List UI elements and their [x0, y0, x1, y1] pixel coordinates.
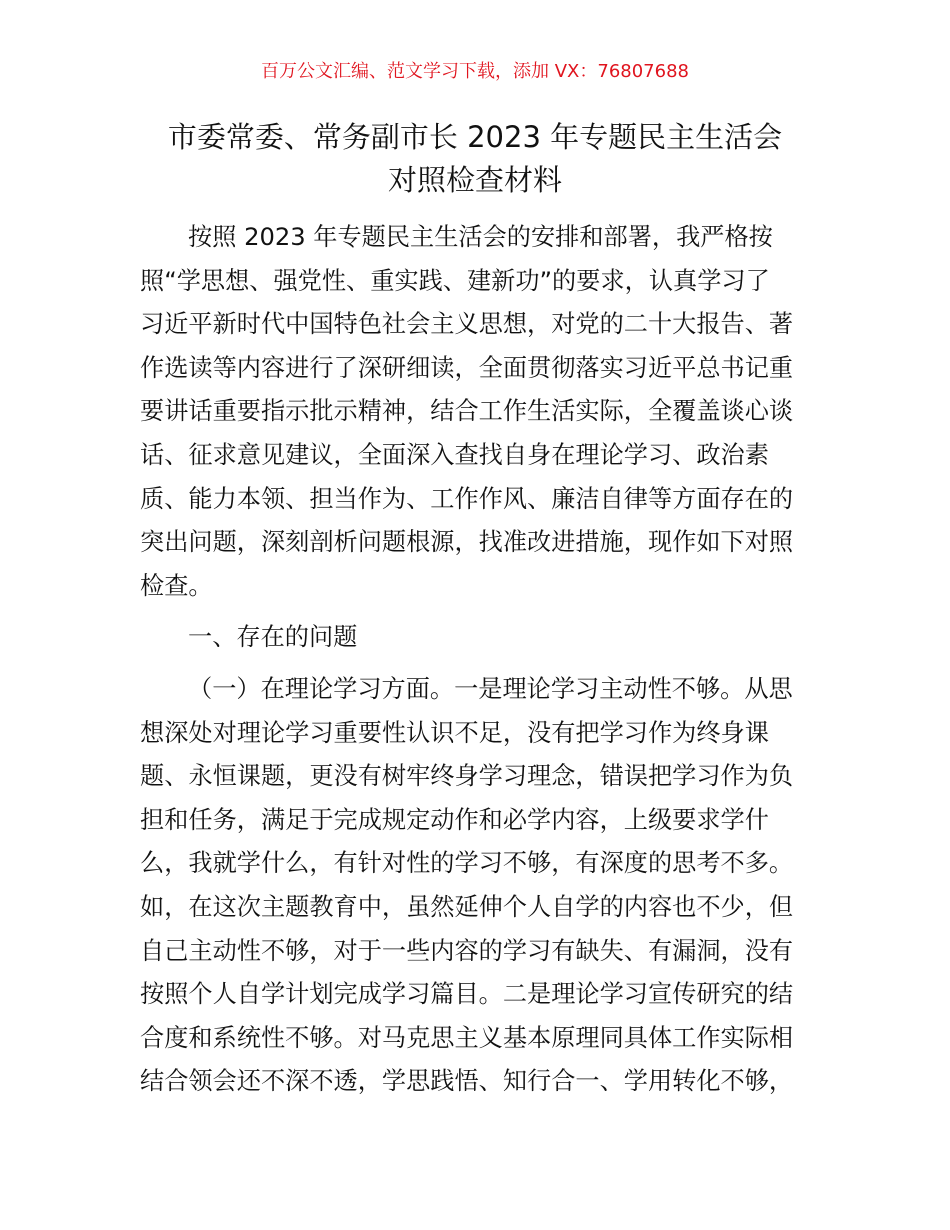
text-line: 要讲话重要指示批示精神，结合工作生活实际，全覆盖谈心谈: [140, 397, 794, 426]
text-line: 么，我就学什么，有针对性的学习不够，有深度的思考不多。: [140, 849, 794, 878]
text-line: 合度和系统性不够。对马克思主义基本原理同具体工作实际相: [140, 1023, 794, 1052]
text-line: 如，在这次主题教育中，虽然延伸个人自学的内容也不少，但: [140, 892, 794, 921]
document-title: [130, 116, 820, 202]
text-line: 照“学思想、强党性、重实践、建新功”的要求，认真学习了: [140, 266, 770, 295]
text-line: 习近平新时代中国特色社会主义思想，对党的二十大报告、著: [140, 310, 794, 339]
text-line: 突出问题，深刻剖析问题根源，找准改进措施，现作如下对照: [140, 528, 794, 557]
title-line-2: 对照检查材料: [387, 163, 562, 197]
text-line: 检查。: [140, 571, 213, 600]
document-body: [140, 216, 812, 1104]
section1-paragraph: [140, 668, 812, 1104]
text-line: 质、能力本领、担当作为、工作作风、廉洁自律等方面存在的: [140, 484, 794, 513]
text-line: 想深处对理论学习重要性认识不足，没有把学习作为终身课: [140, 718, 769, 747]
text-line: 按照 2023 年专题民主生活会的安排和部署，我严格按: [188, 223, 773, 251]
text-line: 担和任务，满足于完成规定动作和必学内容，上级要求学什: [140, 805, 769, 834]
text-line: 作选读等内容进行了深研细读，全面贯彻落实习近平总书记重: [140, 353, 794, 382]
intro-paragraph: [140, 216, 812, 608]
section-heading: 一、存在的问题: [188, 623, 358, 652]
text-line: 话、征求意见建议，全面深入查找自身在理论学习、政治素: [140, 440, 769, 469]
watermark-header-note: 百万公文汇编、范文学习下载，添加 VX：76807688: [261, 61, 689, 82]
text-line: 自己主动性不够，对于一些内容的学习有缺失、有漏洞，没有: [140, 936, 794, 965]
text-line: 按照个人自学计划完成学习篇目。二是理论学习宣传研究的结: [140, 980, 794, 1009]
text-line: 结合领会还不深不透，学思践悟、知行合一、学用转化不够，: [140, 1067, 794, 1096]
text-line: 题、永恒课题，更没有树牢终身学习理念，错误把学习作为负: [140, 762, 794, 791]
title-line-1: 市委常委、常务副市长 2023 年专题民主生活会: [167, 120, 783, 154]
text-line: （一）在理论学习方面。一是理论学习主动性不够。从思: [188, 674, 793, 703]
